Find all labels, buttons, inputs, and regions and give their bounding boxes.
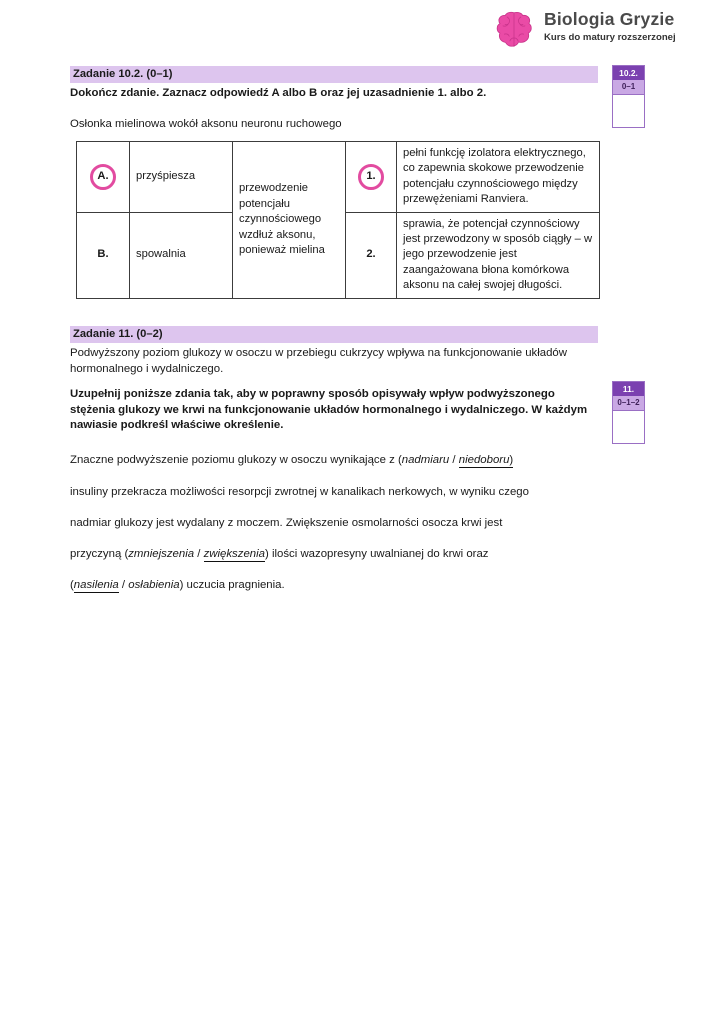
task-11-heading-bar bbox=[70, 326, 598, 343]
answer-line-1-text-a: Znaczne podwyższenie poziomu glukozy w osoczu wynikające z ( bbox=[70, 454, 402, 466]
option-number-2-cell[interactable] bbox=[346, 212, 397, 298]
choice-separator: / bbox=[449, 454, 459, 466]
task-11-instruction: Uzupełnij poniższe zdania tak, aby w poprawny sposób opisywały wpływ podwyższonego stężenia glukozy we krwi na funkcjonowanie układów hormonalnego i wydalniczego. W każdym nawiasie podkreśl właściwe określenie. bbox=[70, 388, 588, 431]
answer-line-4-text-b: ) ilości wazopresyny uwalnianej do krwi oraz bbox=[265, 548, 489, 560]
option-letter-b: B. bbox=[97, 248, 109, 261]
option-b-verb: spowalnia bbox=[130, 212, 233, 298]
option-number-1: 1. bbox=[366, 170, 376, 183]
score-box-number: 10.2. bbox=[613, 66, 644, 80]
answer-line-4-text-a: przyczyną ( bbox=[70, 548, 129, 560]
answer-line-5-text-b: ) uczucia pragnienia. bbox=[179, 579, 285, 591]
brand-text-block bbox=[544, 8, 676, 43]
answer-line-1 bbox=[70, 453, 610, 469]
option-number-1-cell[interactable] bbox=[346, 142, 397, 213]
choice-zwiekszenia-selected[interactable]: zwiększenia bbox=[203, 548, 265, 560]
choice-niedoboru-selected[interactable]: niedoboru bbox=[458, 454, 510, 466]
option-number-2: 2. bbox=[366, 248, 376, 261]
brain-icon bbox=[492, 8, 536, 52]
option-letter-a: A. bbox=[97, 170, 109, 183]
option-a-verb: przyśpiesza bbox=[130, 142, 233, 213]
answer-line-3: nadmiar glukozy jest wydalany z moczem. Zwiększenie osmolarności osocza krwi jest bbox=[70, 517, 503, 529]
answer-line-5 bbox=[70, 578, 610, 594]
task-10-2-heading: Zadanie 10.2. (0–1) bbox=[73, 68, 173, 80]
task-11-heading: Zadanie 11. (0–2) bbox=[73, 328, 163, 340]
choice-separator: / bbox=[194, 548, 204, 560]
choice-zmniejszenia[interactable]: zmniejszenia bbox=[128, 548, 195, 560]
score-box-range: 0–1–2 bbox=[613, 396, 644, 411]
score-box-number: 11. bbox=[613, 382, 644, 396]
answer-line-5-text-a: ( bbox=[70, 579, 74, 591]
choice-nasilenia-selected[interactable]: nasilenia bbox=[73, 579, 119, 591]
task-10-2-instruction: Dokończ zdanie. Zaznacz odpowiedź A albo B oraz jej uzasadnienie 1. albo 2. bbox=[70, 87, 487, 99]
choice-nadmiaru[interactable]: nadmiaru bbox=[401, 454, 450, 466]
score-box-input[interactable] bbox=[613, 95, 644, 127]
score-box-task-10-2[interactable] bbox=[612, 65, 645, 128]
option-letter-b-cell[interactable] bbox=[77, 212, 130, 298]
answer-line-1-text-b: ) bbox=[509, 454, 514, 466]
task-10-2-stem: Osłonka mielinowa wokół aksonu neuronu ruchowego bbox=[70, 118, 342, 130]
task-10-2-heading-bar bbox=[70, 66, 598, 83]
score-box-task-11[interactable] bbox=[612, 381, 645, 444]
brand-subtitle: Kurs do matury rozszerzonej bbox=[544, 32, 676, 44]
task-11-intro: Podwyższony poziom glukozy w osoczu w przebiegu cukrzycy wpływa na funkcjonowanie układów hormonalnego i wydalniczego. bbox=[70, 347, 567, 375]
task-10-2-answer-table bbox=[76, 141, 600, 299]
justification-2: sprawia, że potencjał czynnościowy jest przewodzony w sposób ciągły – w jego przewodzenie jest zaangażowana błona komórkowa aksonu na całej swojej długości. bbox=[397, 212, 600, 298]
option-letter-a-cell[interactable] bbox=[77, 142, 130, 213]
choice-separator: / bbox=[118, 579, 129, 591]
answer-line-2: insuliny przekracza możliwości resorpcji zwrotnej w kanalikach nerkowych, w wyniku czego bbox=[70, 486, 529, 498]
score-box-range: 0–1 bbox=[613, 80, 644, 95]
justification-1: pełni funkcję izolatora elektrycznego, co zapewnia skokowe przewodzenie potencjału czynnościowego między przewężeniami Ranviera. bbox=[397, 142, 600, 213]
choice-oslabienia[interactable]: osłabienia bbox=[128, 579, 180, 591]
shared-middle-phrase: przewodzenie potencjału czynnościowego wzdłuż aksonu, ponieważ mielina bbox=[233, 142, 346, 299]
brand-header bbox=[492, 8, 712, 58]
answer-line-4 bbox=[70, 547, 610, 563]
table-row[interactable] bbox=[77, 142, 600, 213]
score-box-input[interactable] bbox=[613, 411, 644, 443]
brand-title: Biologia Gryzie bbox=[544, 9, 675, 29]
